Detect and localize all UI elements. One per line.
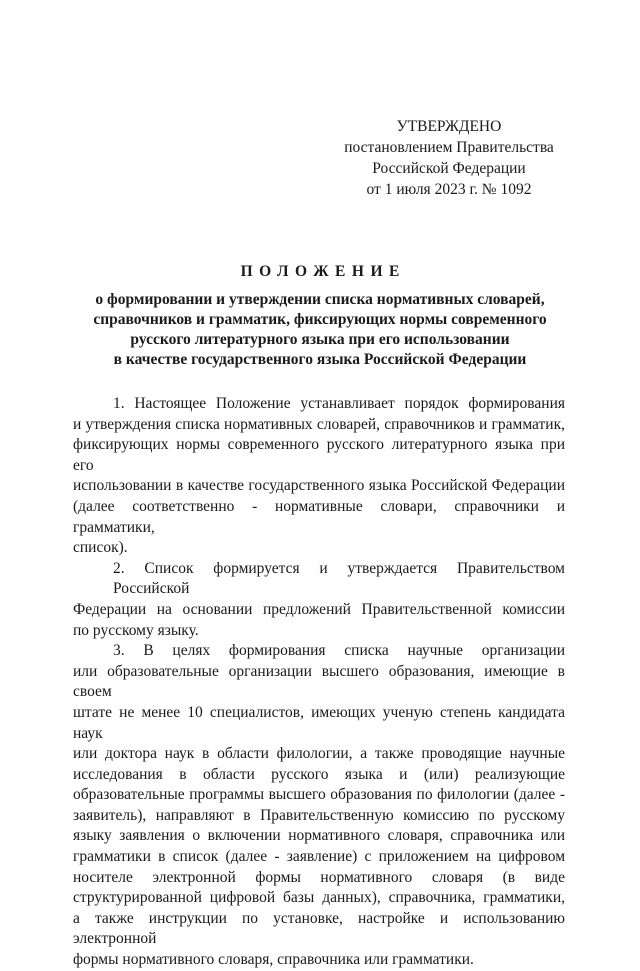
document-heading: [70, 262, 570, 370]
paragraph-1: [73, 394, 565, 559]
approval-date: от 1 июля 2023 г. № 1092: [366, 181, 532, 198]
paragraph-line: формы нормативного словаря, справочника или грамматики.: [73, 951, 474, 969]
paragraph-line: по русскому языку.: [73, 621, 199, 639]
subtitle-line: русского литературного языка при его использовании: [130, 331, 510, 348]
paragraph-line: штате не менее 10 специалистов, имеющих ученую степень кандидата наук: [73, 703, 565, 742]
paragraph-line: (далее соответственно - нормативные словари, справочники и грамматики,: [73, 497, 565, 536]
subtitle-line: справочников и грамматик, фиксирующих нормы современного: [93, 311, 547, 328]
paragraph-line: или образовательные организации высшего образования, имеющие в своем: [73, 662, 565, 701]
approval-stamp: УТВЕРЖДЕНО: [396, 118, 502, 135]
paragraph-line: а также инструкции по установке, настройке и использованию электронной: [73, 909, 565, 948]
paragraph-line: или доктора наук в области филологии, а также проводящие научные: [73, 745, 565, 763]
paragraph-line: языку заявления о включении нормативного словаря, справочника или: [73, 827, 565, 845]
approval-issuer: постановлением Правительства: [344, 139, 554, 156]
paragraph-line: структурированной цифровой базы данных), справочника, грамматики,: [73, 889, 565, 907]
paragraph-line: носителе электронной формы нормативного словаря (в виде: [73, 868, 565, 886]
paragraph-line: фиксирующих нормы современного русского литературного языка при его: [73, 436, 565, 474]
approval-country: Российской Федерации: [372, 160, 526, 177]
subtitle-line: о формировании и утверждении списка нормативных словарей,: [95, 291, 545, 308]
approval-block: [344, 116, 554, 200]
paragraph-line: список).: [73, 539, 128, 557]
paragraph-line: образовательные программы высшего образования по филологии (далее -: [73, 786, 565, 804]
paragraph-line: 3. В целях формирования списка научные организации: [113, 642, 565, 660]
paragraph-2: [73, 559, 565, 641]
paragraph-line: заявитель), направляют в Правительственную комиссию по русскому: [73, 806, 565, 824]
paragraph-3: [73, 641, 565, 971]
paragraph-line: грамматики в список (далее - заявление) с приложением на цифровом: [73, 848, 565, 866]
paragraph-line: и утверждения списка нормативных словарей, справочников и грамматик,: [73, 415, 565, 433]
paragraph-line: исследования в области русского языка и (или) реализующие: [73, 765, 565, 783]
paragraph-line: использовании в качестве государственного языка Российской Федерации: [73, 477, 565, 495]
paragraph-line: 2. Список формируется и утверждается Правительством Российской: [113, 559, 565, 598]
paragraph-line: 1. Настоящее Положение устанавливает порядок формирования: [113, 395, 565, 412]
paragraph-line: Федерации на основании предложений Правительственной комиссии: [73, 600, 565, 618]
subtitle-line: в качестве государственного языка Российской Федерации: [113, 351, 527, 368]
document-title: ПОЛОЖЕНИЕ: [240, 263, 406, 280]
document-body: [73, 394, 565, 971]
